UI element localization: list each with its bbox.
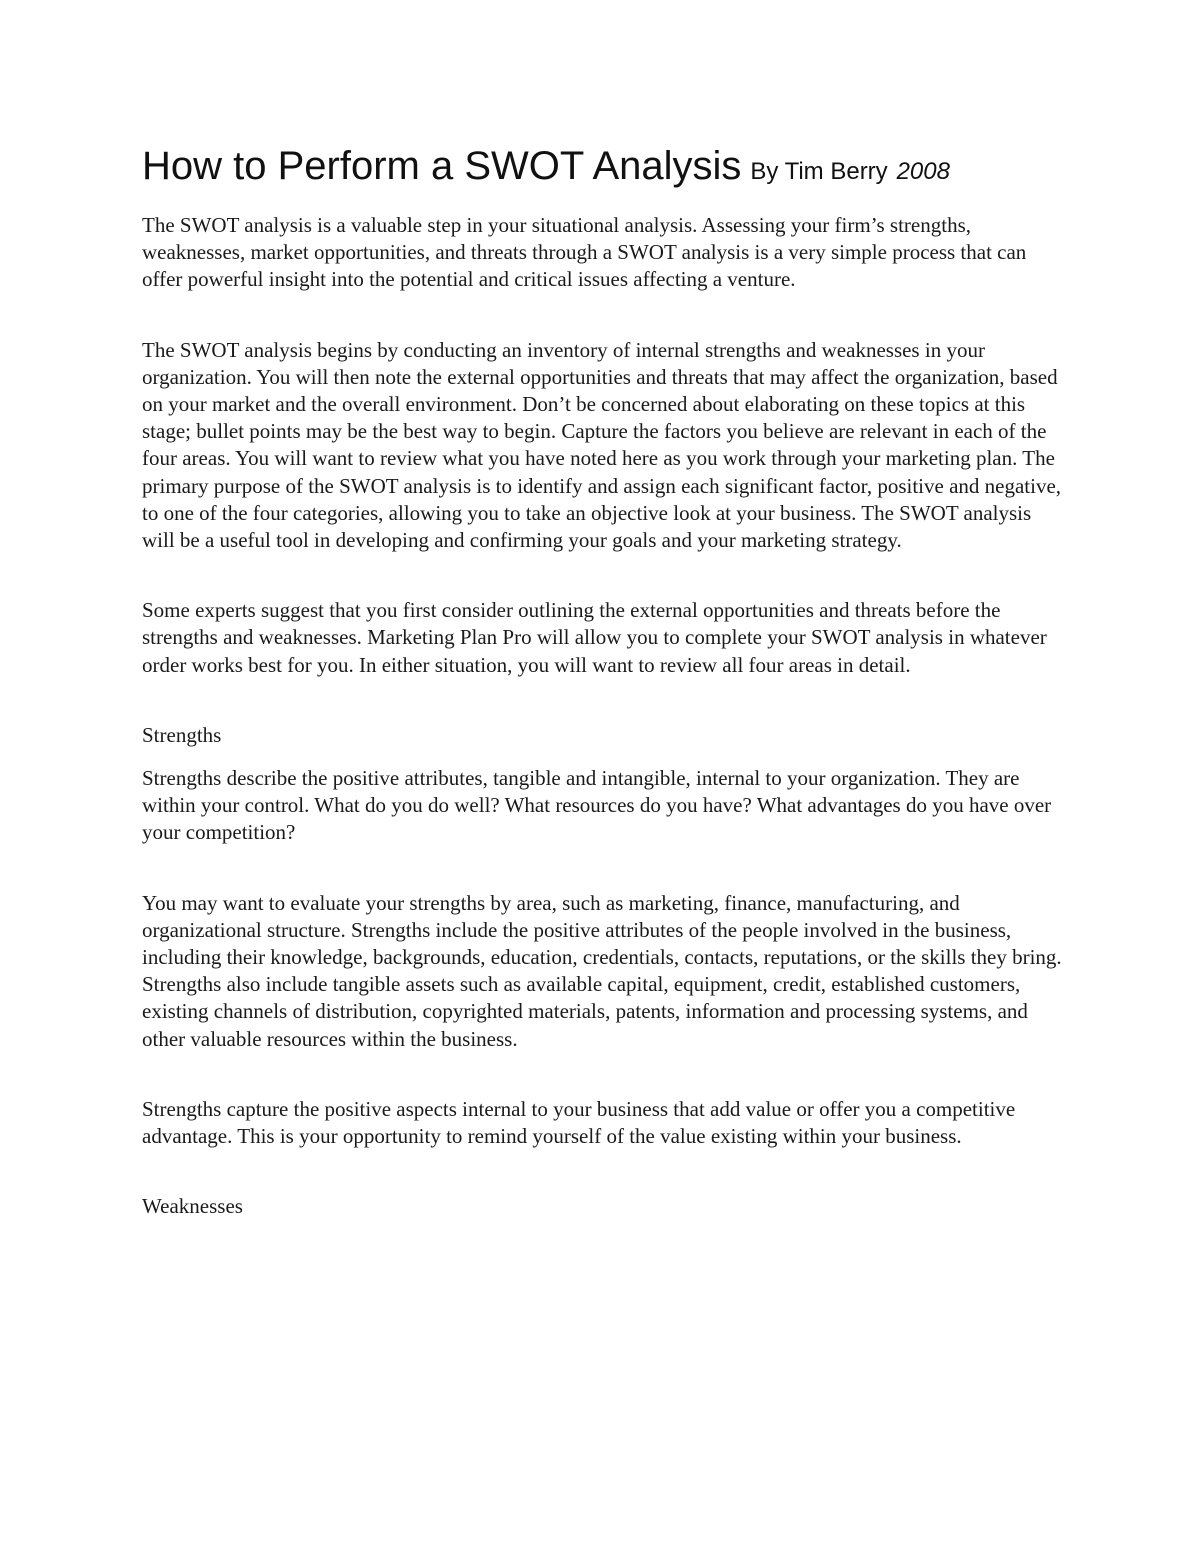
strengths-heading: Strengths bbox=[142, 722, 222, 747]
order-paragraph: Some experts suggest that you first consider outlining the external opportunities and threats before the strengths and weaknesses. Marketing Plan Pro will allow you to complete your SWOT analysis in whatever order works best for you. In either situation, you will want to review all four areas in detail. bbox=[142, 598, 1047, 677]
document-body bbox=[142, 140, 1067, 1220]
weaknesses-heading: Weaknesses bbox=[142, 1194, 243, 1219]
process-paragraph: The SWOT analysis begins by conducting an inventory of internal strengths and weaknesses in your organization. You will then note the external opportunities and threats that may affect the organization, based on your market and the overall environment. Don’t be concerned about elaborating on these topics at this stage; bullet points may be the best way to begin. Capture the factors you believe are relevant in each of the four areas. You will want to review what you have noted here as you work through your marketing plan. The primary purpose of the SWOT analysis is to identify and assign each significant factor, positive and negative, to one of the four categories, allowing you to take an objective look at your business. The SWOT analysis will be a useful tool in developing and confirming your goals and your marketing strategy. bbox=[142, 337, 1062, 553]
title-year: 2008 bbox=[896, 158, 950, 185]
strengths-evaluation-paragraph: You may want to evaluate your strengths by area, such as marketing, finance, manufacturing, and organizational structure. Strengths include the positive attributes of the people involved in the business, including their knowledge, backgrounds, education, credentials, contacts, reputations, or the skills they bring. Strengths also include tangible assets such as available capital, equipment, credit, established customers, existing channels of distribution, copyrighted materials, patents, information and processing systems, and other valuable resources within the business. bbox=[142, 890, 1062, 1051]
intro-paragraph: The SWOT analysis is a valuable step in your situational analysis. Assessing your firm’s strengths, weaknesses, market opportunities, and threats through a SWOT analysis is a very simple process that can offer powerful insight into the potential and critical issues affecting a venture. bbox=[142, 213, 1027, 292]
document-title bbox=[142, 140, 1067, 198]
title-main: How to Perform a SWOT Analysis bbox=[142, 144, 742, 188]
strengths-definition-paragraph: Strengths describe the positive attributes, tangible and intangible, internal to your organization. They are within your control. What do you do well? What resources do you have? What advantages do you have over your competition? bbox=[142, 766, 1052, 845]
title-byline: By Tim Berry bbox=[750, 158, 888, 185]
strengths-summary-paragraph: Strengths capture the positive aspects internal to your business that add value or offer you a competitive advantage. This is your opportunity to remind yourself of the value existing within your business. bbox=[142, 1096, 1016, 1149]
